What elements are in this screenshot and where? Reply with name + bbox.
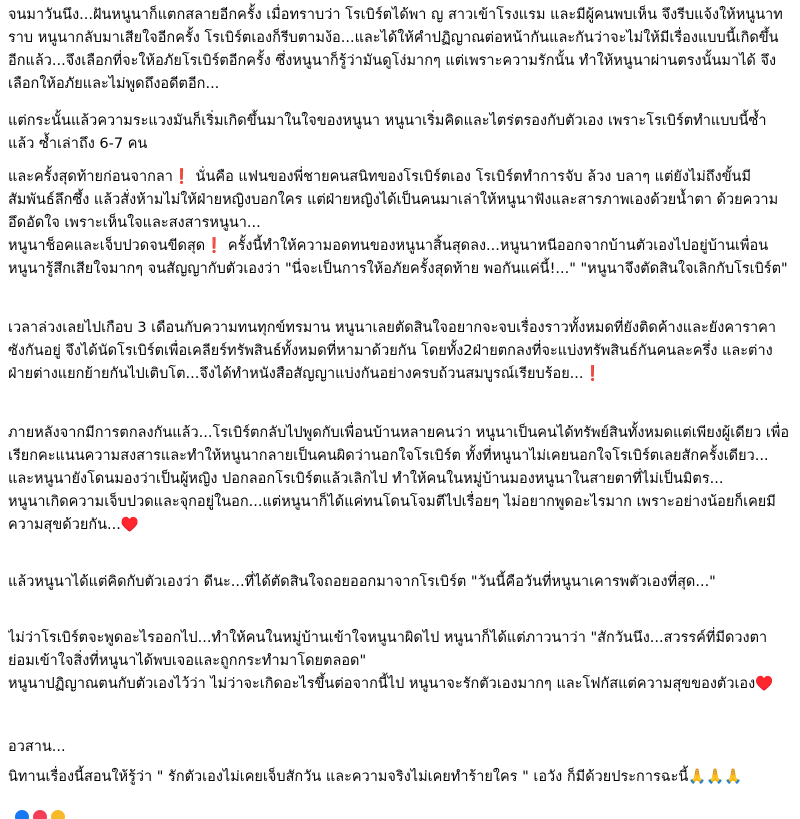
care-reaction-icon[interactable] [50, 809, 66, 819]
post-body [8, 0, 792, 819]
like-reaction-icon[interactable] [14, 809, 30, 819]
post-paragraph-8: อวสาน... [8, 739, 66, 755]
reaction-icons[interactable] [14, 809, 66, 819]
post-paragraph-7: ไม่ว่าโรเบิร์ตจะพูดอะไรออกไป...ทำให้คนในหมู่บ้านเข้าใจหนูนาผิดไป หนูนาก็ได้แต่ภาวนาว่า "สักวันนึง...สวรรค์ที่มีดวงตา ย่อมเข้าใจสิ่งที่หนูนาได้พบเจอและถูกกระทำมาโดยตลอด" หนูนาปฏิญาณตนกับตัวเองไว้ว่า ไม่ว่าจะเกิดอะไรขึ้นต่อจากนี้ไป หนูนาจะรักตัวเองมากๆ และโฟกัสแต่ความสุขของตัวเอง♥️ [8, 630, 774, 692]
post-paragraph-9: นิทานเรื่องนี้สอนให้รู้ว่า " รักตัวเองไม่เคยเจ็บสักวัน และความจริงไม่เคยทำร้ายใคร " เอวัง ก็มีด้วยประการฉะนี้🙏🙏🙏 [8, 769, 743, 785]
post-paragraph-1: จนมาวันนึง...ฝันหนูนาก็แตกสลายอีกครั้ง เมื่อทราบว่า โรเบิร์ตได้พา ญ สาวเข้าโรงแรม และมีผู้คนพบเห็น จึงรีบแจ้งให้หนูนาทราบ หนูนากลับมาเสียใจอีกครั้ง โรเบิร์ตเองก็รีบตามง้อ...และได้ให้คำปฏิญาณต่อหน้ากันและกันว่าจะไม่ให้มีเรื่องแบบนี้เกิดขึ้นอีกแล้ว...จึงเลือกที่จะให้อภัยโรเบิร์ตอีกครั้ง ซึ่งหนูนาก็รู้ว่ามันดูโง่มากๆ แต่เพราะความรักนั้น ทำให้หนูนาผ่านตรงนั้นมาได้ จึงเลือกให้อภัยและไม่พูดถึงอดีตอีก... [8, 7, 783, 92]
post-paragraph-4: เวลาล่วงเลยไปเกือบ 3 เดือนกับความทนทุกข์ทรมาน หนูนาเลยตัดสินใจอยากจะจบเรื่องราวทั้งหมดที่ยังติดค้างและยังคาราคาซังกันอยู่ จึงได้นัดโรเบิร์ตเพื่อเคลียร์ทรัพสินธ์ทั้งหมดที่หามาด้วยกัน โดยทั้ง2ฝ่ายตกลงที่จะแบ่งทรัพสินธ์กันคนละครึ่ง และต่างฝ่ายต่างแยกย้ายกันไปเติบโต...จึงได้ทำหนังสือสัญญาแบ่งกันอย่างครบถ้วนสมบูรณ์เรียบร้อย...❗ [8, 320, 776, 382]
love-reaction-icon[interactable] [32, 809, 48, 819]
post-paragraph-5: ภายหลังจากมีการตกลงกันแล้ว...โรเบิร์ตกลับไปพูดกับเพื่อนบ้านหลายคนว่า หนูนาเป็นคนได้ทรัพย์สินทั้งหมดแต่เพียงผู้เดียว เพื่อเรียกคะแนนความสงสารและทำให้หนูนากลายเป็นคนผิดว่านอกใจโรเบิร์ต ทั้งที่หนูนาไม่เคยนอกใจโรเบิร์ตเลยสักครั้งเดียว... และหนูนายังโดนมองว่าเป็นผู้หญิง ปอกลอกโรเบิร์ตแล้วเลิกไป ทำให้คนในหมู่บ้านมองหนูนาในสายตาที่ไม่เป็นมิตร... หนูนาเกิดความเจ็บปวดและจุกอยู่ในอก...แต่หนูนาก็ได้แค่ทนโดนโจมตีไปเรื่อยๆ ไม่อยากพูดอะไรมาก เพราะอย่างน้อยก็เคยมีความสุขด้วยกัน...♥️ [8, 425, 790, 533]
post-paragraph-6: แล้วหนูนาได้แต่คิดกับตัวเองว่า ดีนะ...ที่ได้ตัดสินใจถอยออกมาจากโรเบิร์ต "วันนี้คือวันที่หนูนาเคารพตัวเองที่สุด..." [8, 574, 716, 590]
post-paragraph-3: และครั้งสุดท้ายก่อนจากลา❗ นั่นคือ แฟนของพี่ชายคนสนิทของโรเบิร์ตเอง โรเบิร์ตทำการจับ ล้วง บลาๆ แต่ยังไม่ถึงขั้นมีสัมพันธ์ลึกซึ้ง แล้วสั่งห้ามไม่ให้ฝ่ายหญิงบอกใคร แต่ฝ่ายหญิงได้เป็นคนมาเล่าให้หนูนาฟังและสารภาพเองด้วยน้ำตา ด้วยความอึดอัดใจ เพราะเห็นใจและสงสารหนูนา... หนูนาช็อคและเจ็บปวดจนขีดสุด❗ ครั้งนี้ทำให้ความอดทนของหนูนาสิ้นสุดลง...หนูนาหนีออกจากบ้านตัวเองไปอยู่บ้านเพื่อน หนูนารู้สึกเสียใจมากๆ จนสัญญากับตัวเองว่า "นี่จะเป็นการให้อภัยครั้งสุดท้าย พอกันแค่นี้!..." "หนูนาจึงตัดสินใจเลิกกับโรเบิร์ต" [8, 169, 788, 277]
post-paragraph-2: แต่กระนั้นแล้วความระแวงมันก็เริ่มเกิดขึ้นมาในใจของหนูนา หนูนาเริ่มคิดและไตร่ตรองกับตัวเอง เพราะโรเบิร์ตทำแบบนี้ซ้ำแล้ว ซ้ำเล่าถึง 6-7 คน [8, 113, 767, 152]
